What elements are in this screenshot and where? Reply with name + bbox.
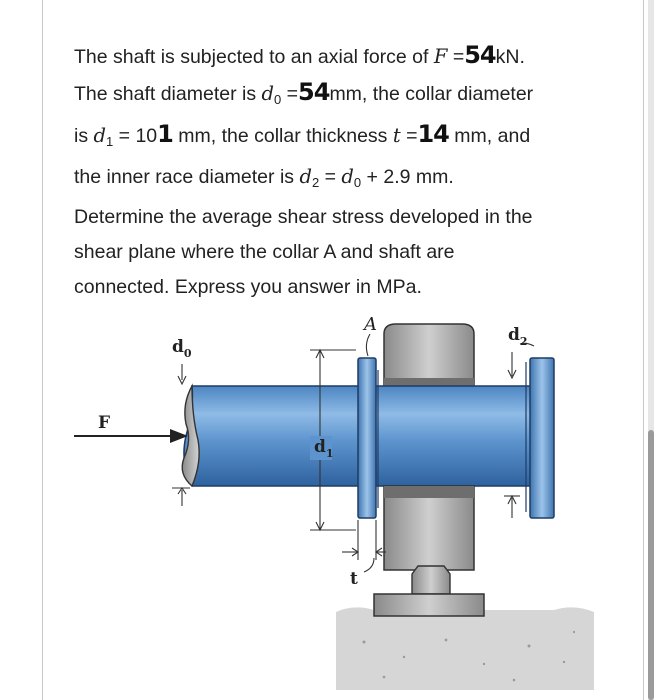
label-A: A [364, 314, 377, 335]
variable-F: F [433, 45, 448, 68]
subscript: 0 [273, 92, 282, 107]
subscript: 0 [353, 175, 362, 190]
text-fragment: = [319, 166, 342, 188]
subscript: 1 [105, 134, 114, 149]
text-fragment: mm, and [448, 125, 531, 147]
handwritten-shaft-value: 54 [298, 78, 330, 106]
label-A-leader [366, 334, 370, 356]
collar-A [358, 358, 376, 518]
text-fragment: mm, the collar thickness [172, 125, 393, 147]
variable-d: d [299, 165, 312, 188]
text-fragment: is [74, 125, 94, 147]
handwritten-force-value: 54 [464, 41, 496, 69]
problem-line-3 [74, 117, 634, 159]
right-race [530, 358, 554, 518]
handwritten-thickness-value: 14 [417, 120, 449, 148]
variable-d: d [341, 165, 354, 188]
support-body-shadow [384, 486, 474, 498]
scrollbar[interactable] [648, 0, 654, 700]
problem-line-6: shear plane where the collar A and shaft are [74, 241, 455, 263]
variable-d: d [261, 82, 274, 105]
t-dimension [342, 520, 386, 572]
problem-line-5: Determine the average shear stress developed in the [74, 206, 533, 228]
subscript: 2 [311, 175, 320, 190]
label-d1: $d_1$ [314, 437, 334, 460]
label-d2: $d_2$ [508, 325, 528, 348]
text-fragment: kN. [495, 46, 525, 68]
text-fragment: mm, the collar diameter [329, 83, 534, 105]
problem-statement [74, 38, 634, 305]
text-fragment: = [281, 83, 299, 105]
problem-line-7: connected. Express you answer in MPa. [74, 276, 422, 298]
support-body [384, 486, 474, 570]
text-fragment: + 2.9 mm. [361, 166, 454, 188]
scrollbar-thumb[interactable] [648, 430, 654, 700]
text-fragment: = [400, 125, 418, 147]
variable-t: t [392, 124, 401, 147]
problem-line-4 [74, 159, 634, 200]
text-fragment: = [447, 46, 465, 68]
text-fragment: The shaft is subjected to an axial force of [74, 46, 434, 68]
handwritten-collar-value: 1 [157, 120, 173, 148]
shaft-collar-figure [74, 312, 646, 690]
variable-d: d [93, 124, 106, 147]
problem-line-2 [74, 75, 634, 117]
base-plate [374, 594, 484, 616]
problem-line-1 [74, 38, 634, 75]
text-fragment: = 10 [113, 125, 158, 147]
label-F: F [98, 413, 111, 433]
text-fragment: The shaft diameter is [74, 83, 262, 105]
figure-svg [74, 312, 646, 690]
nut [412, 566, 450, 594]
label-t: t [350, 569, 358, 589]
ground [336, 607, 594, 690]
label-d0: $d_0$ [172, 337, 192, 360]
text-fragment: the inner race diameter is [74, 166, 300, 188]
